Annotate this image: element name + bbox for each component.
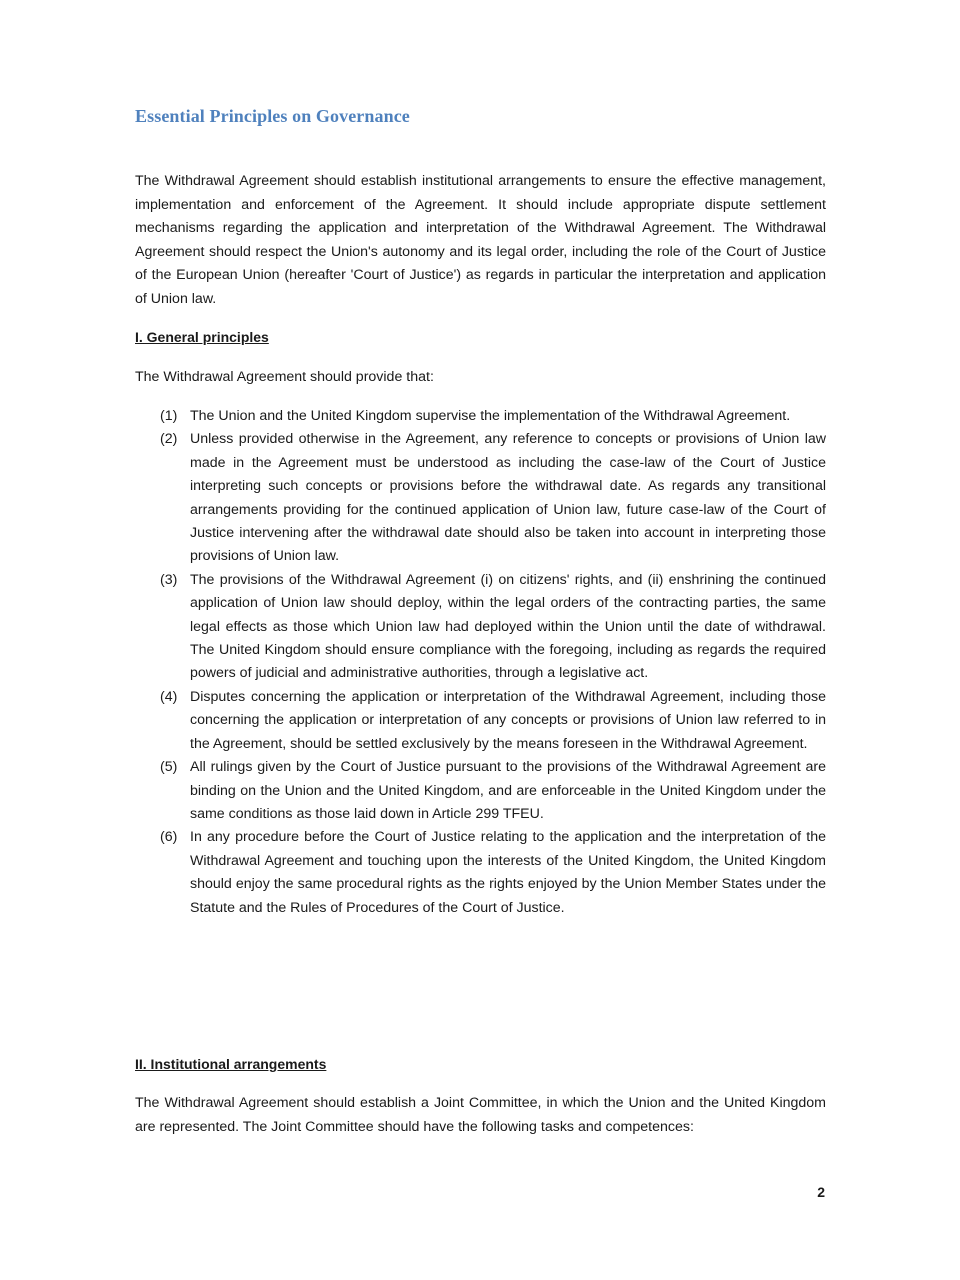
principles-list [160,405,826,920]
list-item-number: (4) [160,688,178,705]
intro-paragraph: The Withdrawal Agreement should establish institutional arrangements to ensure the effective management, implementation and enforcement of the Agreement. It should include appropriate dispute settlement mechanisms regarding the application and interpretation of the Withdrawal Agreement. The Withdrawal Agreement should respect the Union's autonomy and its legal order, including the role of the Court of Justice of the European Union (hereafter 'Court of Justice') as regards in particular the interpretation and application of Union law. [135,173,826,307]
list-item-number: (3) [160,571,178,588]
document-heading: Essential Principles on Governance [135,106,410,126]
page-number: 2 [817,1184,825,1200]
list-item [160,569,826,686]
list-item-text: The provisions of the Withdrawal Agreement (i) on citizens' rights, and (ii) enshrining the continued application of Union law should deploy, within the legal orders of the contracting parties, the same legal effects as those which Union law had deployed within the Union until the date of withdrawal. The United Kingdom should ensure compliance with the foregoing, including as regards the required powers of judicial and administrative authorities, through a legislative act. [190,571,826,682]
list-item-text: In any procedure before the Court of Justice relating to the application and the interpretation of the Withdrawal Agreement and touching upon the interests of the United Kingdom, the United Kingdom should enjoy the same procedural rights as the rights enjoyed by the Union Member States under the Statute and the Rules of Procedures of the Court of Justice. [190,829,826,916]
list-item [160,686,826,756]
list-item-text: Disputes concerning the application or interpretation of the Withdrawal Agreement, including those concerning the application or interpretation of any concepts or provisions of Union law referred to in the Agreement, should be settled exclusively by the means foreseen in the Withdrawal Agreement. [190,688,826,752]
section-title-general-principles: I. General principles [135,329,269,345]
list-item-text: The Union and the United Kingdom supervise the implementation of the Withdrawal Agreement. [190,408,791,424]
section-lead-institutional-arrangements: The Withdrawal Agreement should establish a Joint Committee, in which the Union and the United Kingdom are represented. The Joint Committee should have the following tasks and competences: [135,1095,826,1135]
section-lead-general-principles: The Withdrawal Agreement should provide that: [135,369,434,385]
list-item-text: All rulings given by the Court of Justice pursuant to the provisions of the Withdrawal Agreement are binding on the Union and the United Kingdom, and are enforceable in the United Kingdom under the same conditions as those laid down in Article 299 TFEU. [190,759,826,822]
list-item-number: (6) [160,829,178,846]
list-item-text: Unless provided otherwise in the Agreement, any reference to concepts or provisions of Union law made in the Agreement must be understood as including the case-law of the Court of Justice interpreting such concepts or provisions before the withdrawal date. As regards any transitional arrangements providing for the continued application of Union law, future case-law of the Court of Justice intervening after the withdrawal date should also be taken into account in interpreting those provisions of Union law. [190,431,826,565]
list-item-number: (5) [160,759,178,776]
list-item-number: (2) [160,431,178,448]
list-item-number: (1) [160,408,178,424]
list-item [160,428,826,568]
list-item [160,826,826,920]
list-item [160,756,826,826]
section-title-institutional-arrangements: II. Institutional arrangements [135,1056,327,1072]
list-item [160,405,826,428]
